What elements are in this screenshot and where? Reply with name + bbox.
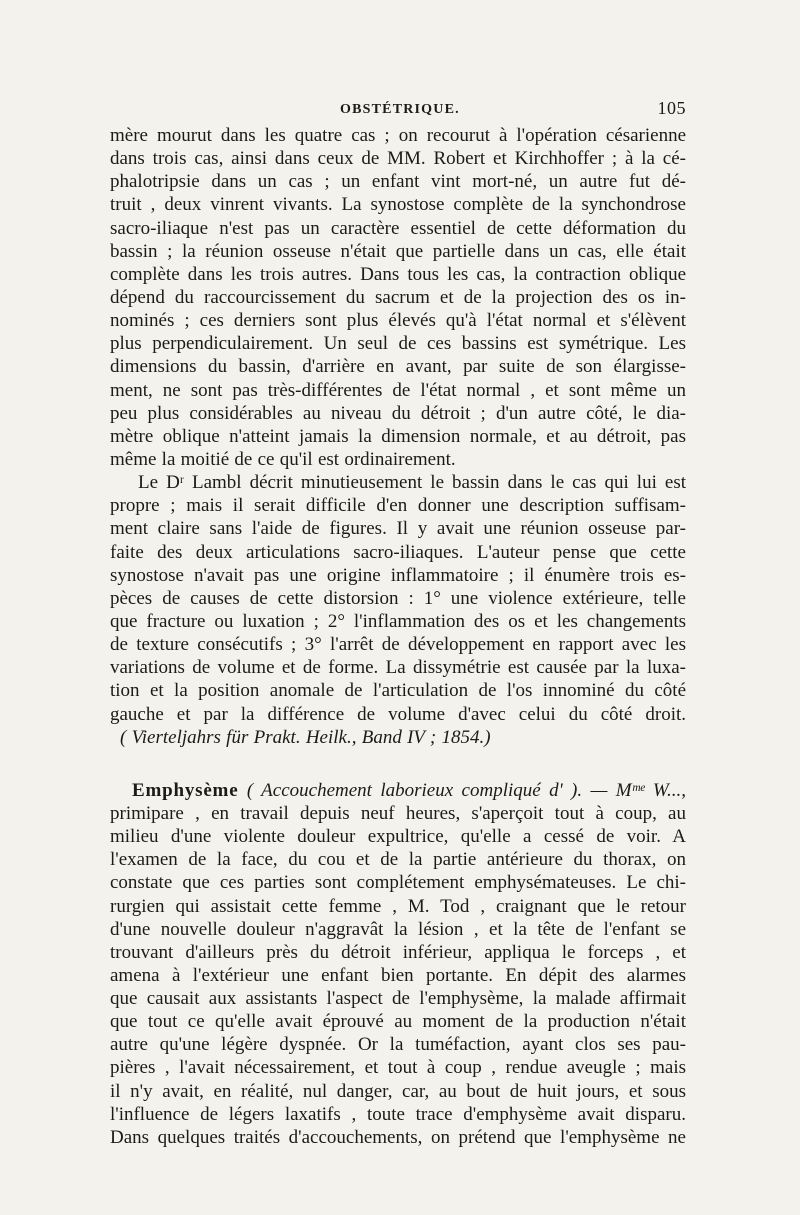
text-line: mère mourut dans les quatre cas ; on recourut à l'opération césarienne (110, 125, 686, 146)
text-line: plus perpendiculairement. Un seul de ces bassins est symétrique. Les (110, 333, 686, 355)
text-line: mètre oblique n'atteint jamais la dimension normale, et au détroit, pas (110, 425, 686, 447)
citation: ( Vierteljahrs für Prakt. Heilk., Band IV ; 1854.) (120, 726, 491, 748)
text-line: dépend du raccourcissement du sacrum et de la projection des os in- (110, 286, 686, 308)
text-line: amena à l'extérieur une enfant bien portante. En dépit des alarmes (110, 964, 686, 986)
text-line: sacro-iliaque n'est pas un caractère essentiel de cette déformation du (110, 217, 686, 239)
text-line: complète dans les trois autres. Dans tous les cas, la contraction oblique (110, 263, 686, 285)
text-line: que tout ce qu'elle avait éprouvé au moment de la production n'était (110, 1011, 686, 1033)
text-line: ment claire sans l'aide de figures. Il y avait une réunion osseuse par- (110, 518, 686, 540)
text-line: Le Dʳ Lambl décrit minutieusement le bassin dans le cas qui lui est (138, 472, 686, 494)
text-line: l'examen de la face, du cou et de la partie antérieure du thorax, on (110, 849, 686, 871)
text-line: autre qu'une légère dyspnée. Or la tuméfaction, ayant clos ses pau- (110, 1034, 686, 1056)
text-line: même la moitié de ce qu'il est ordinairement. (110, 448, 456, 470)
text-line: trouvant d'ailleurs près du détroit inférieur, appliqua le forceps , et (110, 941, 686, 963)
book-page (110, 96, 686, 1149)
page-header (110, 96, 686, 124)
text-line: il n'y avait, en réalité, nul danger, car, au bout de huit jours, et sous (110, 1080, 686, 1102)
text-line: milieu d'une violente douleur expultrice, qu'elle a cessé de voir. A (110, 826, 686, 848)
paragraph-1 (110, 124, 686, 471)
text-line: l'influence de légers laxatifs , toute trace d'emphysème avait disparu. (110, 1103, 686, 1125)
text-line: phalotripsie dans un cas ; un enfant vint mort-né, un autre fut dé- (110, 171, 686, 193)
text-line: synostose n'avait pas une origine inflammatoire ; il énumère trois es- (110, 564, 686, 586)
text-line: nominés ; ces derniers sont plus élevés qu'à l'état normal et s'élèvent (110, 310, 686, 332)
text-line: que fracture ou luxation ; 2° l'inflammation des os et les changements (110, 610, 686, 632)
section-subtitle: ( Accouchement laborieux compliqué d' ). — Mᵐᵉ W..., (246, 779, 686, 801)
text-line: Dans quelques traités d'accouchements, on prétend que l'emphysème ne (110, 1126, 686, 1148)
text-line: dans trois cas, ainsi dans ceux de MM. Robert et Kirchhoffer ; à la cé- (110, 148, 686, 170)
text-line: variations de volume et de forme. La dissymétrie est causée par la luxa- (110, 657, 686, 679)
text-line: gauche et par la différence de volume d'avec celui du côté droit. (110, 703, 686, 725)
text-line: peu plus considérables au niveau du détroit ; d'un autre côté, le dia- (110, 402, 686, 424)
section-heading: Emphysème (132, 779, 239, 801)
text-line: rurgien qui assistait cette femme , M. Tod , craignant que le retour (110, 895, 686, 917)
text-line: tion et la position anomale de l'articulation de l'os innominé du côté (110, 680, 686, 702)
text-line: que causait aux assistants l'aspect de l'emphysème, la malade affirmait (110, 988, 686, 1010)
text-line: primipare , en travail depuis neuf heures, s'aperçoit tout à coup, au (110, 802, 686, 824)
text-line: constate que ces parties sont complétement emphysémateuses. Le chi- (110, 872, 686, 894)
page-number: 105 (657, 98, 686, 118)
section-heading-line (110, 779, 686, 802)
running-title: OBSTÉTRIQUE. (340, 102, 460, 117)
paragraph-3 (110, 802, 686, 1149)
text-line: pières , l'avait nécessairement, et tout à coup , rendue aveugle ; mais (110, 1057, 686, 1079)
text-line: propre ; mais il serait difficile d'en donner une description suffisam- (110, 495, 686, 517)
text-line: bassin ; la réunion osseuse n'était que partielle dans un cas, elle était (110, 240, 686, 262)
text-line: truit , deux vinrent vivants. La synostose complète de la synchondrose (110, 194, 686, 216)
text-line: faite des deux articulations sacro-iliaques. L'auteur pense que cette (110, 541, 686, 563)
text-line: d'une nouvelle douleur n'aggravât la lésion , et la tête de l'enfant se (110, 918, 686, 940)
text-line: pèces de causes de cette distorsion : 1° une violence extérieure, telle (110, 587, 686, 609)
text-line: de texture consécutifs ; 3° l'arrêt de développement en rapport avec les (110, 634, 686, 656)
text-line: dimensions du bassin, d'arrière en avant, par suite de son élargisse- (110, 356, 686, 378)
section-gap (110, 749, 686, 779)
paragraph-2 (110, 471, 686, 749)
text-line: ment, ne sont pas très-différentes de l'état normal , et sont même un (110, 379, 686, 401)
